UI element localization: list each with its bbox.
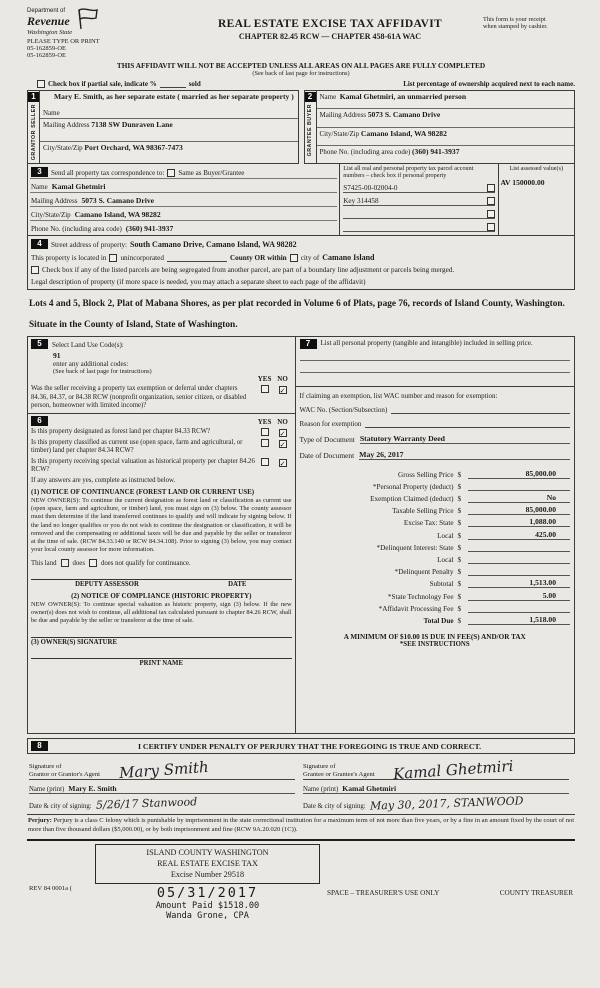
- parcel-personal-checkbox-3[interactable]: [487, 210, 495, 218]
- fee-label: Local: [437, 531, 454, 540]
- buyer-csz-label: City/State/Zip: [319, 129, 360, 138]
- buyer-section: [304, 90, 576, 164]
- seller-address-value[interactable]: 7138 SW Dunraven Lane: [91, 120, 173, 129]
- certification-statement: I CERTIFY UNDER PENALTY OF PERJURY THAT THE FOREGOING IS TRUE AND CORRECT.: [137, 741, 482, 751]
- tax-correspondence-section: [27, 164, 575, 236]
- exemption-claimed-value[interactable]: No: [468, 493, 570, 503]
- buyer-name-label: Name: [319, 93, 337, 101]
- assessed-value-label: List assessed value(s): [509, 165, 564, 172]
- excise-tax-local-value[interactable]: 425.00: [468, 530, 570, 540]
- dollar-sign: $: [457, 604, 462, 613]
- corr-csz-value[interactable]: Camano Island, WA 98282: [74, 210, 161, 219]
- buyer-side-label: BUYER: [307, 104, 313, 126]
- ownership-percent-note: List percentage of ownership acquired next to each name.: [403, 80, 575, 88]
- deferral-question: Was the seller receiving a property tax exemption or deferral under chapters 84.36, 84.37, or 84.38 RCW (nonprofit organization, senior citizen, or disabled person, homeowner with limited income)?: [31, 385, 247, 410]
- section-7-badge: 7: [300, 339, 317, 349]
- dollar-sign: $: [457, 519, 462, 528]
- if-yes-note: If any answers are yes, complete as instructed below.: [31, 476, 176, 484]
- stamp-amount-paid: Amount Paid $1518.00: [155, 900, 260, 911]
- personal-property-deduct-value[interactable]: [468, 490, 570, 491]
- form-header: [27, 8, 575, 59]
- grantor-side-label: GRANTOR: [30, 129, 37, 161]
- dept-of-label: Department of: [27, 8, 66, 14]
- deputy-assessor-signature-line[interactable]: [31, 567, 292, 580]
- current-use-yes-checkbox[interactable]: [261, 439, 269, 447]
- grantee-sig-label-2: Grantee or Grantee's Agent: [303, 771, 375, 779]
- delinquent-interest-state-value[interactable]: [468, 551, 570, 552]
- fee-label: Total Due: [423, 616, 454, 625]
- land-use-see-back: (See back of last page for instructions): [53, 368, 152, 376]
- partial-sale-checkbox[interactable]: [37, 80, 45, 88]
- dollar-sign: $: [457, 531, 462, 540]
- stamp-county-line: ISLAND COUNTY WASHINGTON: [146, 848, 269, 858]
- yes-header: YES: [257, 375, 272, 384]
- unincorporated-checkbox[interactable]: [109, 254, 117, 262]
- notice-continuance-title: (1) NOTICE OF CONTINUANCE (FOREST LAND OR CURRENT USE): [31, 487, 255, 496]
- notice-compliance-title: (2) NOTICE OF COMPLIANCE (HISTORIC PROPERTY): [71, 591, 252, 600]
- street-address-value[interactable]: South Camano Drive, Camano Island, WA 98282: [130, 240, 297, 249]
- partial-percent-field[interactable]: [160, 87, 186, 88]
- grantor-date-city-value[interactable]: 5/26/17 Stanwood: [95, 795, 198, 813]
- taxable-selling-price-value[interactable]: 85,000.00: [468, 505, 570, 515]
- dollar-sign: $: [457, 495, 462, 504]
- seller-side-label: SELLER: [30, 104, 37, 128]
- legal-description-text[interactable]: Lots 4 and 5, Block 2, Plat of Mabana Shores, as per plat recorded in Volume 6 of Plats, page 76, records of Island County, Washington.: [29, 299, 565, 309]
- dollar-sign: $: [457, 616, 462, 625]
- legal-description-label: Legal description of property (if more space is needed, you may attach a separate sheet to each page of the affidavit): [31, 278, 366, 286]
- notice-continuance-body: NEW OWNER(S): To continue the current designation as forest land or classification as current use (open space, farm and agriculture, or timber) land, you must sign on (3) below. The county assessor must then determine if the land transferred continues to qualify and will indicate by signing below. If the land no longer qualifies or you do not wish to continue the designation or classification, it will be removed and the compensating or additional taxes will be due and payable by the seller or transferor at the time of sale. (RCW 84.33.140 or RCW 84.34.108). Prior to signing (3) below, you may contact your local county assessor for more information.: [31, 496, 292, 554]
- exemption-intro: If claiming an exemption, list WAC number and reason for exemption:: [299, 392, 498, 401]
- minimum-fee-note: A MINIMUM OF $10.00 IS DUE IN FEE(S) AND/OR TAX: [343, 632, 526, 641]
- treasurer-use-only-label: SPACE – TREASURER'S USE ONLY: [327, 889, 440, 898]
- deferral-yes-checkbox[interactable]: [261, 385, 269, 393]
- partial-sale-label: Check box if partial sale, indicate %: [48, 80, 157, 88]
- personal-property-section: [296, 337, 574, 733]
- see-instructions-note: *SEE INSTRUCTIONS: [399, 640, 470, 648]
- forest-no-checkbox[interactable]: ✓: [279, 429, 286, 438]
- does-not-label: does not qualify for continuance.: [100, 559, 191, 567]
- classification-section: [28, 413, 295, 734]
- grantee-sig-label-1: Signature of: [303, 763, 336, 770]
- does-label: does: [72, 559, 85, 567]
- unincorporated-label: unincorporated: [120, 254, 164, 262]
- print-name-line[interactable]: [31, 646, 292, 659]
- dollar-sign: $: [457, 592, 462, 601]
- corr-address-value[interactable]: 5073 S. Camano Drive: [81, 196, 155, 205]
- grantor-sig-label-2: Grantor or Grantor's Agent: [29, 771, 100, 779]
- parcel-personal-checkbox-2[interactable]: [487, 197, 495, 205]
- perjury-label: Perjury:: [28, 817, 52, 825]
- fee-label: Gross Selling Price: [398, 470, 454, 479]
- same-as-buyer-label: Same as Buyer/Grantee: [178, 169, 245, 177]
- buyer-address-value[interactable]: 5073 S. Camano Drive: [367, 110, 441, 120]
- owner-signature-line[interactable]: [31, 625, 292, 638]
- corr-phone-label: Phone No. (including area code): [31, 225, 122, 233]
- fee-label: *State Technology Fee: [387, 592, 454, 601]
- section-3-badge: 3: [31, 167, 48, 177]
- revenue-wordmark: Revenue: [27, 14, 70, 28]
- property-location-section: [27, 236, 575, 290]
- historic-no-checkbox[interactable]: ✓: [279, 459, 286, 468]
- treasurer-stamp: [95, 844, 320, 920]
- owner-signature-label: (3) OWNER(S) SIGNATURE: [31, 639, 117, 647]
- buyer-address-label: Mailing Address: [319, 111, 366, 120]
- affidavit-processing-fee-value[interactable]: [468, 612, 570, 613]
- parcel-number-2[interactable]: Key 314458: [343, 196, 379, 205]
- city-name-value[interactable]: Camano Island: [322, 253, 375, 262]
- grantor-name-print-value[interactable]: Mary E. Smith: [68, 784, 117, 794]
- fee-label: Local: [437, 555, 454, 564]
- parcel-row: [343, 220, 494, 232]
- sold-label: sold: [188, 80, 201, 88]
- historic-yes-checkbox[interactable]: [261, 458, 269, 466]
- grantee-signature[interactable]: Kamal Ghetmiri: [392, 757, 514, 784]
- personal-property-entry-line[interactable]: [300, 361, 570, 373]
- parcel-personal-checkbox-4[interactable]: [487, 223, 495, 231]
- does-not-qualify-checkbox[interactable]: [89, 559, 97, 567]
- corr-name-label: Name: [31, 183, 48, 191]
- form-title: REAL ESTATE EXCISE TAX AFFIDAVIT: [218, 18, 442, 30]
- dollar-sign: $: [457, 470, 462, 479]
- county-or-within-label: County OR within: [229, 254, 287, 262]
- acceptance-warning: THIS AFFIDAVIT WILL NOT BE ACCEPTED UNLESS ALL AREAS ON ALL PAGES ARE FULLY COMPLETED: [116, 61, 486, 70]
- grantee-name-print-value[interactable]: Kamal Ghetmiri: [342, 784, 397, 794]
- wac-no-field[interactable]: [391, 413, 570, 414]
- gross-selling-price-value[interactable]: 85,000.00: [468, 469, 570, 479]
- parcel-row: [343, 194, 494, 206]
- fee-label: Excise Tax: State: [403, 519, 454, 528]
- dollar-sign: $: [457, 568, 462, 577]
- grantee-date-city-value[interactable]: May 30, 2017, STANWOOD: [369, 794, 524, 814]
- reason-exemption-field[interactable]: [365, 427, 570, 428]
- corr-csz-label: City/State/Zip: [31, 211, 71, 219]
- dollar-sign: $: [457, 580, 462, 589]
- assessed-value[interactable]: AV 150000.00: [500, 178, 545, 188]
- fee-table: [300, 466, 570, 624]
- seller-name-label: Name: [40, 109, 298, 119]
- washington-state-label: Washington State: [27, 29, 73, 36]
- grantor-signature-block: [27, 757, 301, 811]
- date-label: DATE: [228, 580, 247, 588]
- fee-label: Subtotal: [429, 580, 454, 589]
- perjury-notice: [27, 814, 575, 836]
- this-land-label: This land: [31, 559, 57, 567]
- fee-label: Taxable Selling Price: [392, 507, 454, 516]
- corr-name-value[interactable]: Kamal Ghetmiri: [51, 182, 106, 191]
- section-6-badge: 6: [31, 416, 48, 426]
- state-technology-fee-value[interactable]: 5.00: [468, 591, 570, 601]
- rev-form-number: REV 84 0001a (: [29, 885, 72, 893]
- deferral-no-checkbox[interactable]: ✓: [279, 387, 286, 396]
- parcel-row: [343, 181, 494, 193]
- delinquent-penalty-value[interactable]: [468, 575, 570, 576]
- parcel-number-1[interactable]: S7425-00-02004-0: [343, 183, 398, 192]
- middle-columns: [27, 336, 575, 734]
- grantee-name-print-label: Name (print): [303, 786, 339, 794]
- yes-header-2: YES: [257, 417, 272, 426]
- grantee-date-city-label: Date & city of signing:: [303, 803, 366, 811]
- stamp-tax-line: REAL ESTATE EXCISE TAX: [157, 859, 258, 869]
- forest-land-question: Is this property designated as forest land per chapter 84.33 RCW?: [31, 427, 211, 435]
- additional-codes-label: enter any additional codes:: [53, 360, 129, 369]
- stamp-cashier-name: Wanda Grone, CPA: [166, 910, 249, 921]
- county-name-field[interactable]: [167, 261, 227, 262]
- street-address-label: Street address of property:: [51, 241, 128, 249]
- situate-line: Situate in the County of Island, State of Washington.: [29, 320, 238, 331]
- fee-label: *Delinquent Penalty: [394, 568, 454, 577]
- section-5-badge: 5: [31, 339, 48, 349]
- seller-address-label: Mailing Address: [43, 121, 90, 129]
- doc-type-value[interactable]: Statutory Warranty Deed: [360, 434, 570, 444]
- does-qualify-checkbox[interactable]: [61, 559, 69, 567]
- notice-compliance-body: NEW OWNER(S): To continue special valuation as historic property, sign (3) below. If the new owner(s) does not wish to continue, all additional tax calculated pursuant to chapter 84.26 RCW, shall be due and payable by the seller or transferor at the time of sale.: [31, 600, 292, 624]
- reason-exemption-label: Reason for exemption: [299, 420, 362, 429]
- no-header: NO: [277, 375, 288, 384]
- dollar-sign: $: [457, 507, 462, 516]
- dor-flag-icon: [75, 8, 99, 30]
- section-2-badge: 2: [305, 92, 316, 102]
- see-back-note: (See back of last page for instructions): [252, 70, 350, 77]
- personal-property-intro: List all personal property (tangible and intangible) included in selling price.: [320, 339, 533, 348]
- forest-yes-checkbox[interactable]: [261, 428, 269, 436]
- buyer-phone-value[interactable]: (360) 941-3937: [412, 146, 460, 156]
- historic-question: Is this property receiving special valuation as historical property per chapter 84.26 RCW?: [31, 457, 255, 474]
- treasurer-area: [27, 839, 575, 919]
- certification-section: [27, 738, 575, 754]
- subtotal-value[interactable]: 1,513.00: [468, 578, 570, 588]
- land-use-code-value[interactable]: 91: [53, 351, 61, 361]
- city-of-label: city of: [300, 254, 320, 262]
- land-use-select-label: Select Land Use Code(s):: [52, 341, 124, 350]
- buyer-name-value[interactable]: Kamal Ghetmiri, an unmarried person: [339, 92, 467, 101]
- city-of-checkbox[interactable]: [290, 254, 298, 262]
- grantor-name-print-label: Name (print): [29, 786, 65, 794]
- form-subtitle: CHAPTER 82.45 RCW — CHAPTER 458-61A WAC: [238, 32, 422, 41]
- section-8-badge: 8: [31, 741, 48, 751]
- please-type-label: PLEASE TYPE OR PRINT: [27, 38, 100, 45]
- county-treasurer-label: COUNTY TREASURER: [499, 889, 573, 898]
- perjury-text: Perjury is a class C felony which is punishable by imprisonment in the state correctional institution for a maximum term of not more than five years, or by a fine in an amount fixed by the court of not more than five thousand dollars ($5,000.00), or by both imprisonment and fine (RCW 9A.20.020 (1C)).: [28, 817, 574, 833]
- form-code-1: 05-162859-OE: [27, 45, 66, 52]
- receipt-note-line2: when stamped by cashier.: [483, 23, 548, 30]
- wac-no-label: WAC No. (Section/Subsection): [299, 406, 388, 415]
- located-in-label: This property is located in: [31, 254, 107, 262]
- dollar-sign: $: [457, 482, 462, 491]
- doc-date-label: Date of Document: [299, 451, 355, 461]
- send-correspondence-label: Send all property tax correspondence to:: [51, 169, 165, 177]
- segregated-label: Check box if any of the listed parcels are being segregated from another parcel, are part of a boundary line adjustment or parcels being merged.: [42, 266, 455, 274]
- grantor-signature[interactable]: Mary Smith: [118, 758, 210, 783]
- section-1-badge: 1: [28, 92, 39, 102]
- current-use-question: Is this property classified as current use (open space, farm and agricultural, or timber) land per chapter 84.34 RCW?: [31, 438, 243, 455]
- current-use-no-checkbox[interactable]: ✓: [279, 440, 286, 449]
- same-as-buyer-checkbox[interactable]: [167, 169, 175, 177]
- fee-label: *Delinquent Interest: State: [376, 543, 454, 552]
- parcel-personal-checkbox-1[interactable]: [487, 184, 495, 192]
- parcel-row: [343, 207, 494, 219]
- excise-tax-state-value[interactable]: 1,088.00: [468, 517, 570, 527]
- fee-label: Exemption Claimed (deduct): [370, 495, 454, 504]
- dollar-sign: $: [457, 543, 462, 552]
- grantor-date-city-label: Date & city of signing:: [29, 803, 92, 811]
- land-use-section: [28, 337, 295, 412]
- doc-type-label: Type of Document: [299, 435, 355, 445]
- receipt-note: [483, 8, 575, 59]
- corr-address-label: Mailing Address: [31, 197, 78, 205]
- deputy-assessor-label: DEPUTY ASSESSOR: [75, 580, 139, 588]
- total-due-value[interactable]: 1,518.00: [468, 615, 570, 625]
- dor-logo-block: [27, 8, 177, 59]
- doc-date-value[interactable]: May 26, 2017: [359, 450, 570, 460]
- seller-name-value[interactable]: Mary E. Smith, as her separate estate ( married as her separate property ): [54, 92, 294, 101]
- fee-label: *Affidavit Processing Fee: [378, 604, 454, 613]
- segregated-checkbox[interactable]: [31, 266, 39, 274]
- grantee-side-label: GRANTEE: [307, 127, 313, 157]
- print-name-label: PRINT NAME: [139, 660, 184, 668]
- fee-label: *Personal Property (deduct): [372, 482, 454, 491]
- no-header-2: NO: [277, 417, 288, 426]
- receipt-note-line1: This form is your receipt: [483, 16, 546, 23]
- section-4-badge: 4: [31, 239, 48, 249]
- personal-property-entry-line[interactable]: [300, 349, 570, 361]
- dollar-sign: $: [457, 555, 462, 564]
- corr-phone-value[interactable]: (360) 941-3937: [125, 224, 174, 233]
- buyer-csz-value[interactable]: Camano Island, WA 98282: [360, 128, 447, 138]
- seller-section: [27, 90, 299, 164]
- stamp-date: 05/31/2017: [156, 884, 259, 901]
- grantee-signature-block: [301, 757, 575, 814]
- seller-csz-value[interactable]: Port Orchard, WA 98367-7473: [84, 142, 183, 152]
- stamp-excise-number: Excise Number 29518: [170, 870, 245, 880]
- parcel-numbers-header: List all real and personal property tax parcel account numbers – check box if personal property: [343, 165, 474, 180]
- delinquent-interest-local-value[interactable]: [468, 563, 570, 564]
- buyer-phone-label: Phone No. (including area code): [319, 147, 411, 156]
- form-code-2: 05-162859-OE: [27, 52, 66, 59]
- grantor-sig-label-1: Signature of: [29, 763, 62, 770]
- seller-csz-label: City/State/Zip: [43, 143, 83, 152]
